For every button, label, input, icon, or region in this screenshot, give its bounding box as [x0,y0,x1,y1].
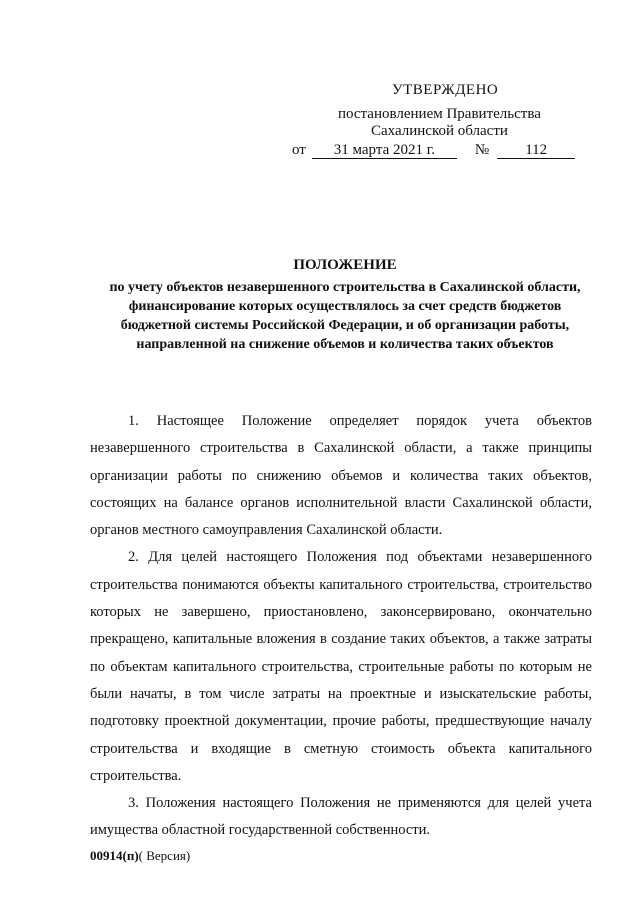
number-prefix: № [474,142,490,158]
approval-number: 112 [497,142,575,159]
document-heading [100,255,590,354]
paragraph-2: 2. Для целей настоящего Положения под объектами незавершенного строительства понимаются объекты капитального строительства, строительство которых не завершено, приостановлено, законсервировано, окончательно прекращено, капитальные вложения в создание таких объектов, а также затраты по объектам капитального строительства, строительные работы по которым не были начаты, в том числе затраты на проектные и изыскательские работы, подготовку проектной документации, прочие работы, предшествующие началу строительства и входящие в сметную стоимость объекта капитального строительства. [90,549,592,784]
paragraph-3: 3. Положения настоящего Положения не применяются для целей учета имущества областной государственной собственности. [90,795,592,839]
approval-date-line [292,140,575,161]
paragraph-1: 1. Настоящее Положение определяет порядок учета объектов незавершенного строительства в Сахалинской области, а также принципы организации работы по снижению объемов и количества таких объектов, состоящих на балансе органов исполнительной власти Сахалинской области, органов местного самоуправления Сахалинской области. [90,413,592,539]
document-title: ПОЛОЖЕНИЕ [293,257,397,273]
document-subtitle: по учету объектов незавершенного строительства в Сахалинской области, финансирование которых осуществлялось за счет средств бюджетов бюджетной системы Российской Федерации, и об организации работы, направленной на снижение объемов и количества таких объектов [109,280,581,352]
date-prefix: от [292,142,306,158]
approval-title: УТВЕРЖДЕНО [392,82,499,98]
approval-line-1: постановлением Правительства [338,106,541,122]
document-code-number: 00914(п) [90,848,139,863]
document-body [90,408,592,845]
document-code [90,848,190,864]
document-version: ( Версия) [138,848,191,863]
approval-date: 31 марта 2021 г. [312,142,457,159]
approval-line-2: Сахалинской области [371,123,508,139]
